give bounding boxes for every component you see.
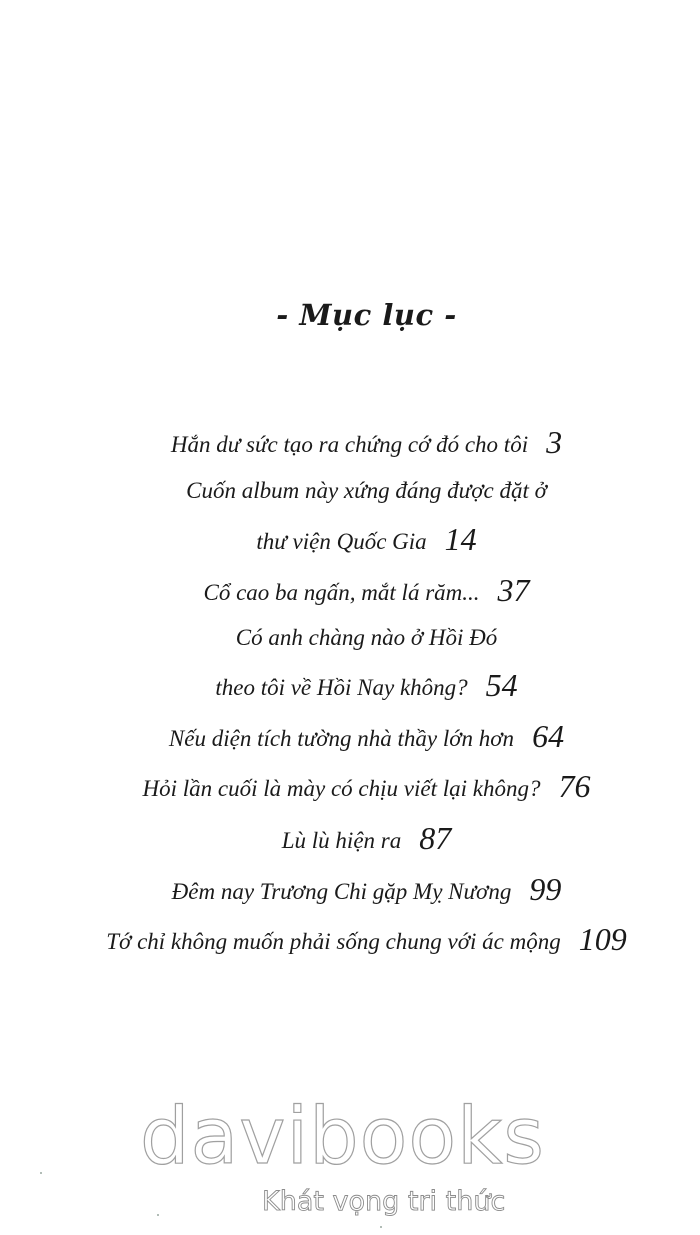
toc-entry — [0, 424, 700, 461]
toc-entry-title: Hắn dư sức tạo ra chứng cớ đó cho tôi — [170, 432, 529, 457]
toc-entry-title: Cuốn album này xứng đáng được đặt ở — [186, 478, 547, 503]
toc-entry — [0, 871, 700, 908]
toc-entry — [0, 921, 700, 958]
toc-entry — [0, 768, 700, 805]
toc-entry-title: Nếu diện tích tường nhà thầy lớn hơn — [168, 726, 515, 751]
toc-entry-title: Hỏi lần cuối là mày có chịu viết lại không? — [142, 776, 541, 801]
toc-entry-page: 64 — [532, 718, 565, 754]
toc-entry-page: 76 — [558, 768, 591, 804]
toc-entry-title: theo tôi về Hồi Nay không? — [215, 675, 468, 700]
publisher-slogan: Khát vọng tri thức — [262, 1186, 506, 1217]
toc-entry — [0, 521, 700, 558]
paper-speck — [157, 1214, 159, 1216]
toc-entry — [0, 572, 700, 609]
toc-entry-page: 109 — [578, 921, 627, 957]
toc-entry-title: Có anh chàng nào ở Hồi Đó — [235, 625, 498, 650]
toc-entry-title: Lù lù hiện ra — [281, 828, 402, 853]
toc-entry — [0, 718, 700, 755]
toc-entry — [0, 625, 700, 651]
toc-entry — [0, 820, 700, 857]
toc-entry-page: 3 — [546, 424, 563, 460]
toc-entry-page: 87 — [419, 820, 452, 856]
toc-entry-title: Tớ chỉ không muốn phải sống chung với ác mộng — [106, 929, 561, 954]
toc-title: - Mục lục - — [276, 298, 457, 332]
paper-speck — [380, 1226, 382, 1228]
toc-entry — [0, 667, 700, 704]
toc-entry — [0, 478, 700, 504]
toc-entry-page: 99 — [529, 871, 562, 907]
toc-entry-page: 37 — [497, 572, 530, 608]
toc-entry-page: 14 — [444, 521, 477, 557]
toc-entry-title: thư viện Quốc Gia — [256, 529, 427, 554]
toc-entry-title: Cổ cao ba ngấn, mắt lá răm... — [203, 580, 480, 605]
toc-entry-page: 54 — [485, 667, 518, 703]
publisher-logo-text: davibooks — [140, 1092, 545, 1182]
paper-speck — [40, 1172, 42, 1174]
toc-entry-title: Đêm nay Trương Chi gặp Mỵ Nương — [171, 879, 512, 904]
